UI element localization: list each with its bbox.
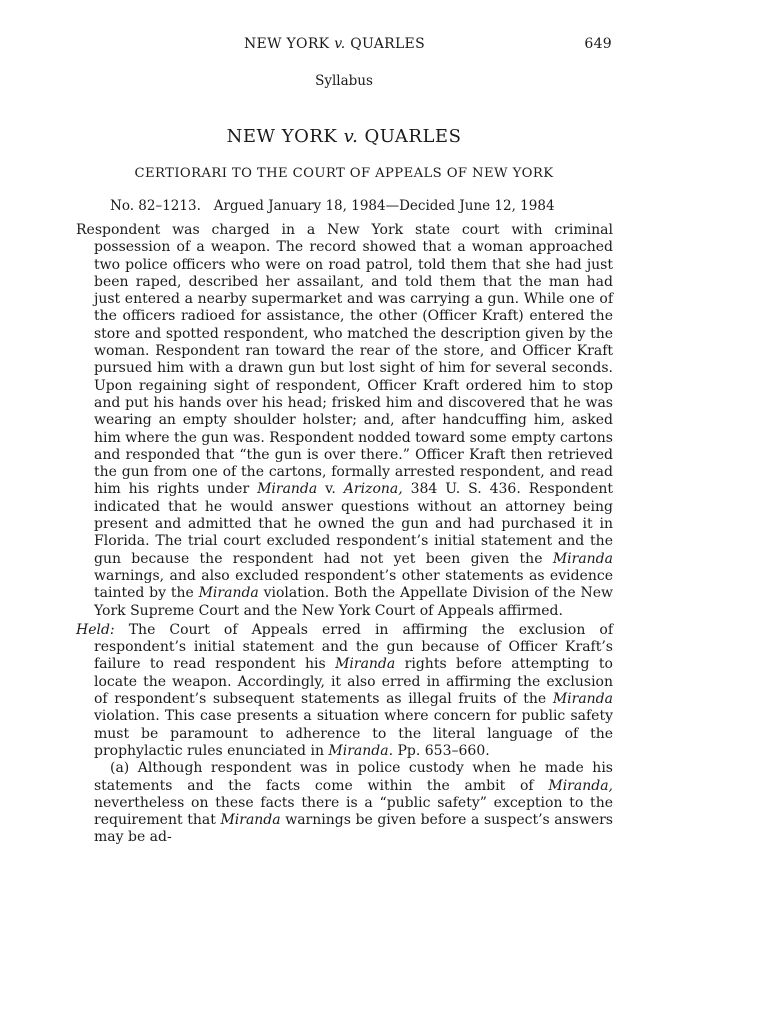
syllabus-label: Syllabus — [315, 73, 373, 89]
page-number: 649 — [584, 36, 612, 52]
case-title: NEW YORK v. QUARLES — [226, 126, 462, 147]
certiorari-heading: CERTIORARI TO THE COURT OF APPEALS OF NEW YORK — [134, 166, 554, 181]
public-safety-paragraph: (a) Although respondent was in police custody when he made his statements and the facts come within the ambit of Miranda, nevertheless on these facts there is a “public safety” exception to the requirement that Miranda warnings be given before a suspect’s answers may be ad- — [94, 760, 613, 846]
docket-line: No. 82–1213. Argued January 18, 1984—Decided June 12, 1984 — [110, 198, 555, 214]
running-head — [76, 36, 612, 56]
running-title: NEW YORK v. QUARLES — [244, 36, 425, 52]
held-label: Held: — [76, 621, 115, 638]
held-paragraph: Held: The Court of Appeals erred in affirming the exclusion of respondent’s initial statement and the gun because of Officer Kraft’s failure to read respondent his Miranda rights before attempting to locate the weapon. Accordingly, it also erred in affirming the exclusion of respondent’s subsequent statements as illegal fruits of the Miranda violation. This case presents a situation where concern for public safety must be paramount to adherence to the literal language of the prophylactic rules enunciated in Miranda. Pp. 653–660. — [76, 621, 613, 759]
syllabus-body — [76, 222, 613, 847]
facts-paragraph: Respondent was charged in a New York state court with criminal possession of a weapon. The record showed that a woman approached two police officers who were on road patrol, told them that she had just been raped, described her assailant, and told them that the man had just entered a nearby supermarket and was carrying a gun. While one of the officers radioed for assistance, the other (Officer Kraft) entered the store and spotted respondent, who matched the description given by the woman. Respondent ran toward the rear of the store, and Officer Kraft pursued him with a drawn gun but lost sight of him for several seconds. Upon regaining sight of respondent, Officer Kraft ordered him to stop and put his hands over his head; frisked him and discovered that he was wearing an empty shoulder holster; and, after handcuffing him, asked him where the gun was. Respondent nodded toward some empty cartons and responded that “the gun is over there.” Officer Kraft then retrieved the gun from one of the cartons, formally arrested respondent, and read him his rights under Miranda v. Arizona, 384 U. S. 436. Respondent indicated that he would answer questions without an attorney being present and admitted that he owned the gun and had purchased it in Florida. The trial court excluded respondent’s initial statement and the gun because the respondent had not yet been given the Miranda warnings, and also excluded respondent’s other statements as evidence tainted by the Miranda violation. Both the Appellate Division of the New York Supreme Court and the New York Court of Appeals affirmed. — [76, 222, 614, 619]
